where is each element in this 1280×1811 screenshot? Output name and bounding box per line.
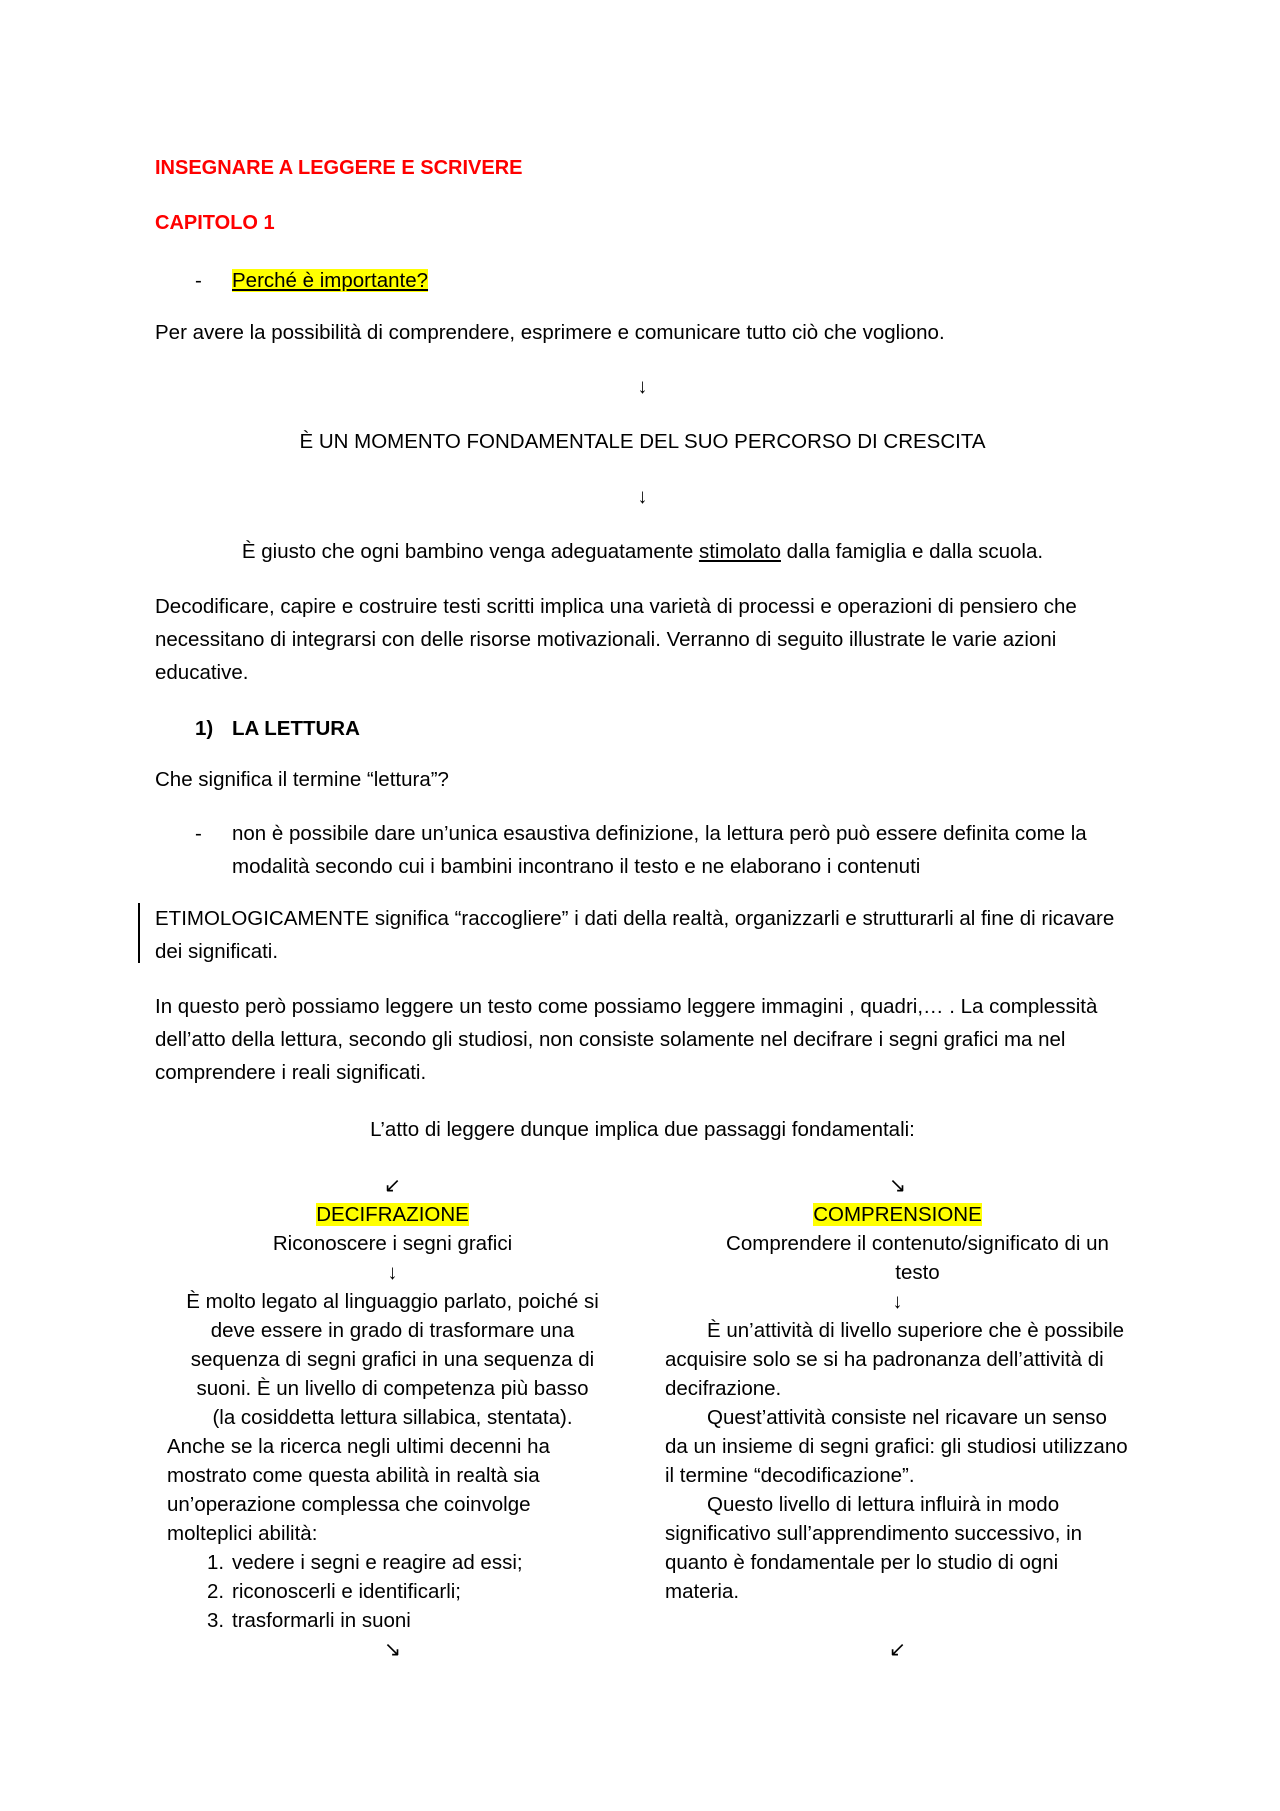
- right-column: [665, 1171, 1130, 1664]
- comprensione-heading: COMPRENSIONE: [813, 1203, 982, 1226]
- moment-statement: È UN MOMENTO FONDAMENTALE DEL SUO PERCORSO DI CRESCITA: [299, 430, 986, 453]
- stimolo-after: dalla famiglia e dalla scuola.: [780, 540, 1044, 563]
- document-title: INSEGNARE A LEGGERE E SCRIVERE: [155, 157, 523, 179]
- bullet2-dash: -: [195, 822, 202, 845]
- left-column: [155, 1171, 630, 1664]
- comprensione-p3: Questo livello di lettura influirà in modo significativo sull’apprendimento successivo, in quanto è fondamentale per lo studio di ogni materia.: [665, 1493, 1083, 1603]
- decifrazione-research: Anche se la ricerca negli ultimi decenni ha mostrato come questa abilità in realtà sia un’operazione complessa che coinvolge molteplici abilità:: [167, 1435, 550, 1545]
- question1-dash: -: [195, 269, 202, 292]
- left-arrow-mid: ↓: [387, 1261, 398, 1284]
- section1-heading: LA LETTURA: [232, 717, 360, 740]
- decifrazione-heading: DECIFRAZIONE: [316, 1203, 469, 1226]
- stimolo-underlined: stimolato: [698, 540, 781, 563]
- comprensione-sub: Comprendere il contenuto/significato di un testo: [726, 1232, 1109, 1284]
- list-item: 3. trasformarli in suoni: [207, 1609, 411, 1632]
- left-arrow-bottom: ↘: [383, 1638, 402, 1661]
- arrow-down-1: ↓: [637, 375, 648, 398]
- question1-highlight: Perché è importante?: [232, 269, 429, 292]
- section1-number: 1): [195, 717, 214, 740]
- list-item: 2. riconoscerli e identificarli;: [207, 1580, 462, 1603]
- change-bar: [138, 903, 140, 963]
- decifrazione-sub: Riconoscere i segni grafici: [272, 1232, 513, 1255]
- bullet2-text: non è possibile dare un’unica esaustiva definizione, la lettura però può essere definita come la modalità secondo cui i bambini incontrano il testo e ne elaborano i contenuti: [232, 822, 1087, 878]
- list-item: 1. vedere i segni e reagire ad essi;: [207, 1551, 523, 1574]
- decifrazione-desc: È molto legato al linguaggio parlato, poiché si deve essere in grado di trasformare una sequenza di segni grafici in una sequenza di suoni. È un livello di competenza più basso (la cosiddetta lettura sillabica, stentata).: [186, 1290, 599, 1429]
- question2: Che significa il termine “lettura”?: [155, 768, 449, 791]
- left-heading-wrap: [155, 1200, 630, 1229]
- chapter-heading: CAPITOLO 1: [155, 212, 275, 234]
- stimolo-sentence: [155, 535, 1130, 568]
- comprensione-p2: Quest’attività consiste nel ricavare un senso da un insieme di segni grafici: gli studiosi utilizzano il termine “decodificazione”.: [665, 1406, 1128, 1487]
- questo-paragraph: In questo però possiamo leggere un testo come possiamo leggere immagini , quadri,… . La complessità dell’atto della lettura, secondo gli studiosi, non consiste solamente nel decifrare i segni grafici ma nel comprendere i reali significati.: [155, 995, 1098, 1084]
- right-heading-wrap: [665, 1200, 1130, 1229]
- right-arrow-bottom: ↙: [888, 1638, 907, 1661]
- abilities-list: [155, 1548, 630, 1635]
- right-arrow-top: ↘: [888, 1174, 907, 1197]
- decodifica-paragraph: Decodificare, capire e costruire testi scritti implica una varietà di processi e operazioni di pensiero che necessitano di integrarsi con delle risorse motivazionali. Verranno di seguito illustrate le varie azioni educative.: [155, 595, 1077, 684]
- question1-text: [232, 264, 428, 297]
- comprensione-p1: È un’attività di livello superiore che è possibile acquisire solo se si ha padronanza dell’attività di decifrazione.: [665, 1319, 1125, 1400]
- right-arrow-mid: ↓: [892, 1290, 903, 1313]
- atto-sentence: L’atto di leggere dunque implica due passaggi fondamentali:: [370, 1118, 915, 1141]
- arrow-down-2: ↓: [637, 485, 648, 508]
- stimolo-before: È giusto che ogni bambino venga adeguatamente: [241, 540, 699, 563]
- left-arrow-top: ↙: [383, 1174, 402, 1197]
- etimo-paragraph: ETIMOLOGICAMENTE significa “raccogliere” i dati della realtà, organizzarli e strutturarli al fine di ricavare dei significati.: [155, 907, 1115, 963]
- answer1: Per avere la possibilità di comprendere, esprimere e comunicare tutto ciò che vogliono.: [155, 321, 945, 344]
